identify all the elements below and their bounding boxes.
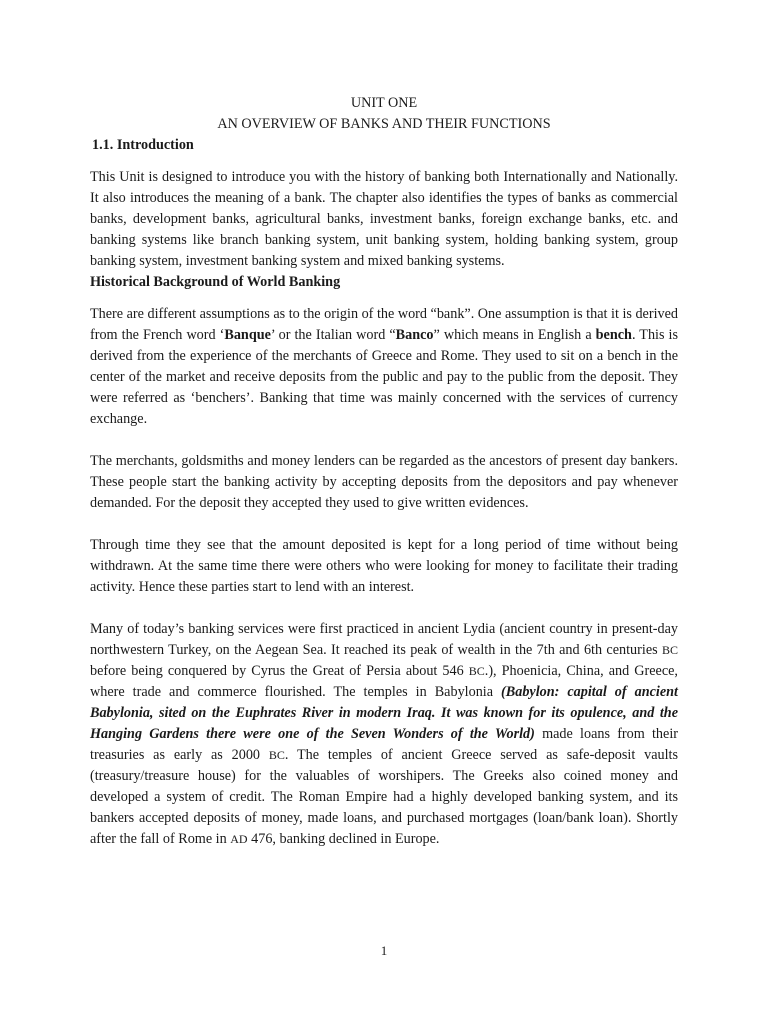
history-paragraph-4: Many of today’s banking services were first practiced in ancient Lydia (ancient country in present-day northwestern Turkey, on the Aegean Sea. It reached its peak of wealth in the 7th and 6th centuries BC before being conquered by Cyrus the Great of Persia about 546 BC.), Phoenicia, China, and Greece, where trade and commerce flourished. The temples in Babylonia (Babylon: capital of ancient Babylonia, sited on the Euphrates River in modern Iraq. It was known for its opulence, and the Hanging Gardens there were one of the Seven Wonders of the World) made loans from their treasuries as early as 2000 BC. The temples of ancient Greece served as safe-deposit vaults (treasury/treasure house) for the valuables of worshipers. The Greeks also coined money and developed a system of credit. The Roman Empire had a highly developed banking system, and its bankers accepted deposits of money, made loans, and purchased mortgages (loan/bank loan). Shortly after the fall of Rome in AD 476, banking declined in Europe. <box>90 621 678 847</box>
page-number: 1 <box>380 943 388 958</box>
history-paragraph-1: There are different assumptions as to the origin of the word “bank”. One assumption is that it is derived from the French word ‘Banque’ or the Italian word “Banco” which means in English a bench. This is derived from the experience of the merchants of Greece and Rome. They used to sit on a bench in the center of the market and receive deposits from the public and pay to the public from the deposit. They were referred as ‘benchers’. Banking that time was mainly concerned with the services of currency exchange. <box>90 306 679 427</box>
unit-title: AN OVERVIEW OF BANKS AND THEIR FUNCTIONS <box>217 116 551 132</box>
history-paragraph-2: The merchants, goldsmiths and money lenders can be regarded as the ancestors of present day bankers. These people start the banking activity by accepting deposits from the depositors and pay whenever demanded. For the deposit they accepted they used to give written evidences. <box>90 453 678 511</box>
word-banco: Banco <box>395 327 434 343</box>
word-banque: Banque <box>224 327 271 343</box>
intro-paragraph: This Unit is designed to introduce you with the history of banking both Internationally and Nationally. It also introduces the meaning of a bank. The chapter also identifies the types of banks as commercial banks, development banks, agricultural banks, investment banks, foreign exchange banks, etc. and banking systems like branch banking system, unit banking system, holding banking system, group banking system, investment banking system and mixed banking systems. <box>90 169 678 269</box>
history-heading: Historical Background of World Banking <box>90 274 341 290</box>
babylon-note: (Babylon: capital of ancient Babylonia, sited on the Euphrates River in modern Iraq. It was known for its opulence, and the Hanging Gardens there were one of the Seven Wonders of the World) <box>90 684 678 742</box>
word-bench: bench <box>595 327 632 343</box>
intro-heading: 1.1. Introduction <box>92 137 194 153</box>
unit-label: UNIT ONE <box>350 95 418 111</box>
history-paragraph-3: Through time they see that the amount deposited is kept for a long period of time without being withdrawn. At the same time there were others who were looking for money to facilitate their trading activity. Hence these parties start to lend with an interest. <box>90 537 678 595</box>
page-content <box>90 93 678 850</box>
